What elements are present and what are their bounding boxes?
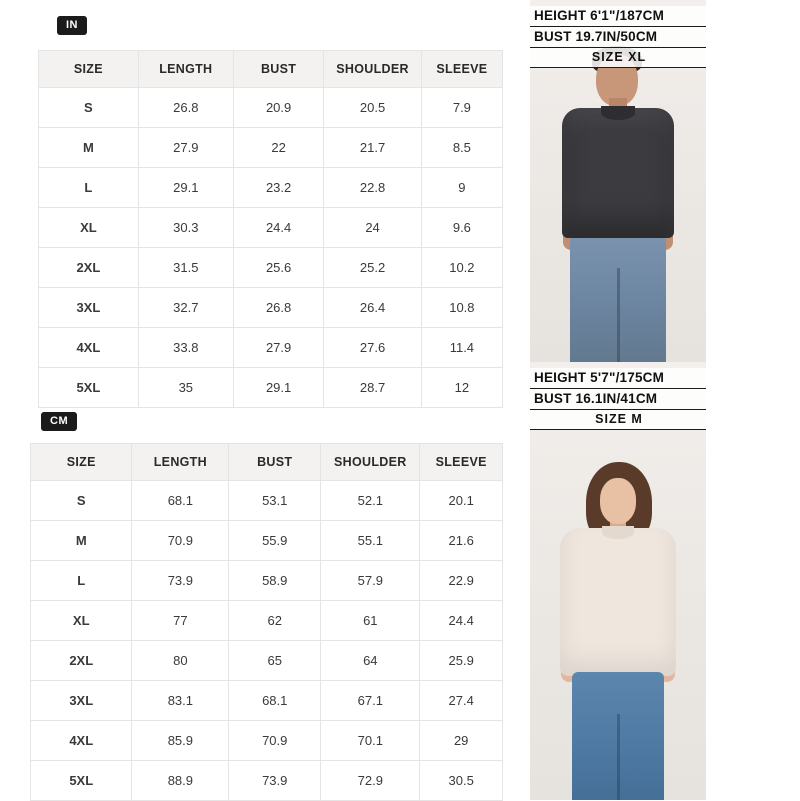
cell-shoulder: 61 [321, 601, 420, 641]
cell-sleeve: 12 [421, 368, 502, 408]
cell-length: 30.3 [138, 208, 233, 248]
cell-shoulder: 67.1 [321, 681, 420, 721]
female-model-specs [530, 362, 706, 430]
table-row [39, 208, 503, 248]
cell-shoulder: 20.5 [324, 88, 421, 128]
cell-length: 70.9 [132, 521, 229, 561]
female-height-label: HEIGHT 5'7"/175CM [530, 368, 706, 389]
table-row [31, 601, 503, 641]
cell-sleeve: 10.8 [421, 288, 502, 328]
column-header-sleeve: SLEEVE [421, 51, 502, 88]
cell-length: 29.1 [138, 168, 233, 208]
cell-bust: 22 [233, 128, 323, 168]
column-header-length: LENGTH [138, 51, 233, 88]
cell-shoulder: 52.1 [321, 481, 420, 521]
table-row [31, 641, 503, 681]
cell-size: 4XL [31, 721, 132, 761]
cell-shoulder: 64 [321, 641, 420, 681]
male-tshirt [562, 108, 674, 238]
male-size-label: SIZE XL [530, 48, 706, 68]
cell-sleeve: 7.9 [421, 88, 502, 128]
column-header-shoulder: SHOULDER [321, 444, 420, 481]
column-header-size: SIZE [39, 51, 139, 88]
cell-sleeve: 27.4 [420, 681, 503, 721]
column-header-bust: BUST [233, 51, 323, 88]
cell-bust: 55.9 [229, 521, 321, 561]
female-tshirt-collar [602, 526, 634, 539]
cell-sleeve: 30.5 [420, 761, 503, 801]
male-tshirt-collar [601, 106, 635, 120]
cell-sleeve: 9 [421, 168, 502, 208]
cell-length: 31.5 [138, 248, 233, 288]
cell-size: XL [31, 601, 132, 641]
cell-bust: 62 [229, 601, 321, 641]
table-row [31, 761, 503, 801]
table-header-row [39, 51, 503, 88]
cell-shoulder: 27.6 [324, 328, 421, 368]
cell-bust: 73.9 [229, 761, 321, 801]
cell-size: S [39, 88, 139, 128]
cell-shoulder: 25.2 [324, 248, 421, 288]
table-row [31, 481, 503, 521]
cell-length: 85.9 [132, 721, 229, 761]
table-row [39, 128, 503, 168]
table-row [39, 88, 503, 128]
male-model-specs [530, 0, 706, 68]
cell-bust: 29.1 [233, 368, 323, 408]
cell-sleeve: 9.6 [421, 208, 502, 248]
cell-sleeve: 10.2 [421, 248, 502, 288]
cell-length: 73.9 [132, 561, 229, 601]
table-row [31, 681, 503, 721]
cell-shoulder: 26.4 [324, 288, 421, 328]
cell-size: L [31, 561, 132, 601]
cell-size: M [39, 128, 139, 168]
column-header-shoulder: SHOULDER [324, 51, 421, 88]
cell-sleeve: 29 [420, 721, 503, 761]
cell-length: 77 [132, 601, 229, 641]
cell-length: 80 [132, 641, 229, 681]
column-header-sleeve: SLEEVE [420, 444, 503, 481]
cell-bust: 58.9 [229, 561, 321, 601]
female-face [600, 478, 636, 524]
cell-bust: 65 [229, 641, 321, 681]
cell-bust: 27.9 [233, 328, 323, 368]
female-jeans-seam [617, 714, 620, 800]
cell-size: 4XL [39, 328, 139, 368]
column-header-length: LENGTH [132, 444, 229, 481]
cell-size: 5XL [39, 368, 139, 408]
table-row [39, 248, 503, 288]
cell-size: S [31, 481, 132, 521]
cell-length: 68.1 [132, 481, 229, 521]
cell-shoulder: 72.9 [321, 761, 420, 801]
male-height-label: HEIGHT 6'1"/187CM [530, 6, 706, 27]
cell-size: XL [39, 208, 139, 248]
cell-bust: 26.8 [233, 288, 323, 328]
table-row [39, 328, 503, 368]
model-photo-male [530, 0, 706, 362]
female-bust-label: BUST 16.1IN/41CM [530, 389, 706, 410]
cell-bust: 24.4 [233, 208, 323, 248]
cell-bust: 53.1 [229, 481, 321, 521]
table-row [31, 561, 503, 601]
table-row [39, 368, 503, 408]
cell-bust: 25.6 [233, 248, 323, 288]
cell-bust: 70.9 [229, 721, 321, 761]
unit-badge-cm: CM [41, 412, 77, 431]
cell-bust: 23.2 [233, 168, 323, 208]
cell-sleeve: 20.1 [420, 481, 503, 521]
cell-size: 2XL [31, 641, 132, 681]
model-photo-female [530, 362, 706, 800]
model-photos-column [530, 0, 706, 800]
cell-length: 35 [138, 368, 233, 408]
cell-size: 5XL [31, 761, 132, 801]
unit-badge-in: IN [57, 16, 87, 35]
size-table-centimeters [30, 443, 503, 801]
cell-bust: 20.9 [233, 88, 323, 128]
table-row [31, 521, 503, 561]
column-header-bust: BUST [229, 444, 321, 481]
column-header-size: SIZE [31, 444, 132, 481]
cell-sleeve: 25.9 [420, 641, 503, 681]
size-table-inches [38, 50, 503, 408]
cell-sleeve: 8.5 [421, 128, 502, 168]
cell-sleeve: 22.9 [420, 561, 503, 601]
cell-shoulder: 24 [324, 208, 421, 248]
cell-length: 26.8 [138, 88, 233, 128]
cell-shoulder: 22.8 [324, 168, 421, 208]
cell-sleeve: 24.4 [420, 601, 503, 641]
cell-size: 3XL [31, 681, 132, 721]
cell-length: 88.9 [132, 761, 229, 801]
cell-size: 2XL [39, 248, 139, 288]
cell-length: 83.1 [132, 681, 229, 721]
cell-shoulder: 57.9 [321, 561, 420, 601]
cell-shoulder: 70.1 [321, 721, 420, 761]
male-bust-label: BUST 19.7IN/50CM [530, 27, 706, 48]
cell-sleeve: 11.4 [421, 328, 502, 368]
cell-shoulder: 21.7 [324, 128, 421, 168]
cell-size: 3XL [39, 288, 139, 328]
cell-length: 32.7 [138, 288, 233, 328]
table-header-row [31, 444, 503, 481]
table-row [39, 288, 503, 328]
table-row [39, 168, 503, 208]
cell-length: 27.9 [138, 128, 233, 168]
cell-bust: 68.1 [229, 681, 321, 721]
cell-length: 33.8 [138, 328, 233, 368]
female-tshirt [560, 528, 676, 676]
cell-sleeve: 21.6 [420, 521, 503, 561]
cell-shoulder: 28.7 [324, 368, 421, 408]
cell-size: L [39, 168, 139, 208]
male-jeans-seam [617, 268, 620, 362]
table-row [31, 721, 503, 761]
cell-shoulder: 55.1 [321, 521, 420, 561]
female-size-label: SIZE M [530, 410, 706, 430]
cell-size: M [31, 521, 132, 561]
